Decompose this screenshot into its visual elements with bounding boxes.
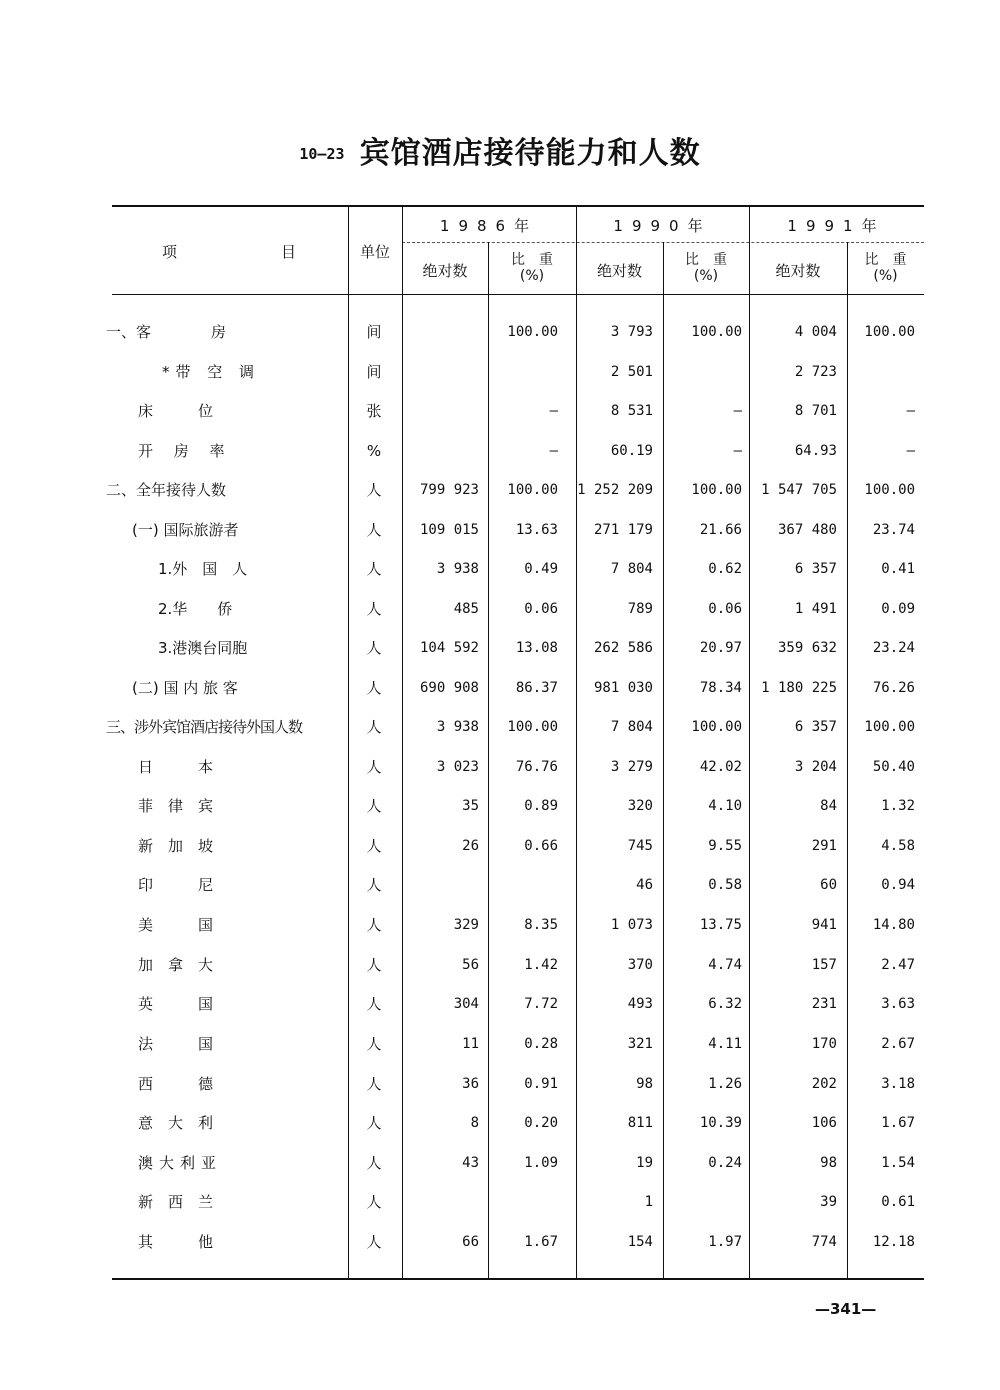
row-label: 法 国	[138, 1035, 214, 1053]
table-row	[112, 590, 924, 629]
cell-1990-share: 0.06	[708, 601, 742, 617]
cell-1991-abs: 941	[811, 917, 837, 933]
cell-1986-abs: 3 023	[436, 759, 479, 775]
cell-1986-share: 13.08	[515, 640, 558, 656]
table-row	[112, 392, 924, 431]
cell-1990-abs: 789	[627, 601, 653, 617]
row-label: 2.华 侨	[158, 600, 233, 618]
cell-1986-share: 0.20	[524, 1115, 558, 1131]
cell-1990-share: —	[733, 403, 742, 419]
row-unit: 人	[366, 1114, 382, 1132]
cell-1991-share: —	[906, 443, 915, 459]
cell-1990-share: 4.74	[708, 957, 742, 973]
table-row	[106, 313, 924, 352]
cell-1990-share: 20.97	[699, 640, 742, 656]
cell-1991-abs: 359 632	[777, 640, 837, 656]
table-bottom-rule	[112, 1278, 924, 1280]
cell-1990-abs: 1 073	[610, 917, 653, 933]
cell-1991-share: 1.32	[881, 798, 915, 814]
header-share-label: 比 重	[864, 252, 907, 268]
header-share	[847, 252, 924, 284]
header-abs: 绝对数	[775, 262, 821, 280]
cell-1990-share: 100.00	[691, 719, 742, 735]
row-label: (一) 国际旅游者	[132, 521, 239, 539]
cell-1986-share: 8.35	[524, 917, 558, 933]
table-row	[112, 511, 924, 550]
table-row	[112, 1144, 924, 1183]
cell-1990-abs: 981 030	[593, 680, 653, 696]
cell-1990-share: 4.11	[708, 1036, 742, 1052]
cell-1990-abs: 154	[627, 1234, 653, 1250]
cell-1986-share: 76.76	[515, 759, 558, 775]
cell-1990-share	[663, 353, 742, 392]
table-row	[112, 985, 924, 1024]
cell-1986-share: —	[549, 403, 558, 419]
cell-1990-share: 0.24	[708, 1155, 742, 1171]
cell-1990-abs: 19	[636, 1155, 653, 1171]
cell-1986-share: 0.66	[524, 838, 558, 854]
cell-1991-abs: 157	[811, 957, 837, 973]
cell-1991-share: 0.61	[881, 1194, 915, 1210]
cell-1991-abs: 291	[811, 838, 837, 854]
row-label: 二、全年接待人数	[106, 481, 227, 499]
header-share-unit: (%)	[519, 268, 545, 284]
header-abs: 绝对数	[422, 262, 468, 280]
cell-1991-abs: 2 723	[794, 364, 837, 380]
header-unit: 单位	[359, 243, 390, 261]
table-row	[112, 787, 924, 826]
cell-1991-abs: 1 180 225	[761, 680, 837, 696]
row-unit: 间	[366, 363, 382, 381]
table-row	[112, 432, 924, 471]
row-label: 菲 律 宾	[138, 797, 214, 815]
cell-1986-abs	[402, 432, 479, 471]
cell-1990-share: 21.66	[699, 522, 742, 538]
row-unit: 人	[366, 1075, 382, 1093]
cell-1986-abs: 43	[462, 1155, 479, 1171]
cell-1990-abs: 8 531	[610, 403, 653, 419]
cell-1990-abs: 262 586	[593, 640, 653, 656]
header-item: 项 目	[161, 243, 298, 261]
cell-1990-share: 0.58	[708, 877, 742, 893]
row-unit: 人	[366, 876, 382, 894]
row-label: (二) 国 内 旅 客	[132, 679, 238, 697]
cell-1990-share: 100.00	[691, 482, 742, 498]
cell-1991-abs: 8 701	[794, 403, 837, 419]
row-unit: 人	[366, 718, 382, 736]
cell-1991-share: 4.58	[881, 838, 915, 854]
row-label: 床 位	[138, 402, 214, 420]
cell-1986-share: 1.67	[524, 1234, 558, 1250]
cell-1986-abs: 56	[462, 957, 479, 973]
cell-1986-share	[488, 1183, 558, 1222]
row-unit: %	[366, 442, 382, 460]
table-row	[112, 1025, 924, 1064]
row-label: 一、客 房	[106, 323, 227, 341]
cell-1991-share: 0.09	[881, 601, 915, 617]
cell-1991-share: 23.24	[872, 640, 915, 656]
row-label: 意 大 利	[138, 1114, 214, 1132]
cell-1986-share: —	[549, 443, 558, 459]
cell-1986-share: 0.06	[524, 601, 558, 617]
cell-1986-share: 100.00	[507, 324, 558, 340]
cell-1991-abs: 170	[811, 1036, 837, 1052]
header-bottom-rule	[112, 294, 924, 295]
cell-1991-abs: 1 491	[794, 601, 837, 617]
cell-1990-share: 0.62	[708, 561, 742, 577]
page-number: —341—	[815, 1300, 877, 1318]
cell-1986-share: 86.37	[515, 680, 558, 696]
cell-1986-abs: 799 923	[419, 482, 479, 498]
row-label: 澳大利亚	[138, 1154, 223, 1172]
cell-1986-abs	[402, 866, 479, 905]
cell-1991-abs: 231	[811, 996, 837, 1012]
cell-1986-abs: 11	[462, 1036, 479, 1052]
header-share-unit: (%)	[693, 268, 719, 284]
row-label: 印 尼	[138, 876, 214, 894]
cell-1986-abs	[402, 353, 479, 392]
header-year-1991: 1991年	[787, 217, 886, 235]
table-row	[112, 1065, 924, 1104]
cell-1991-share: 2.47	[881, 957, 915, 973]
cell-1991-abs: 3 204	[794, 759, 837, 775]
cell-1990-share: —	[733, 443, 742, 459]
cell-1990-abs: 321	[627, 1036, 653, 1052]
table-row	[112, 866, 924, 905]
row-unit: 人	[366, 1193, 382, 1211]
cell-1986-abs: 8	[470, 1115, 479, 1131]
row-unit: 间	[366, 323, 382, 341]
table-row	[112, 827, 924, 866]
cell-1991-share: 14.80	[872, 917, 915, 933]
row-unit: 人	[366, 1035, 382, 1053]
row-label: 3.港澳台同胞	[158, 639, 248, 657]
row-unit: 人	[366, 679, 382, 697]
cell-1986-share	[488, 866, 558, 905]
cell-1986-share: 0.49	[524, 561, 558, 577]
table-row	[112, 946, 924, 985]
cell-1986-share: 0.89	[524, 798, 558, 814]
cell-1991-share: 1.54	[881, 1155, 915, 1171]
cell-1990-share: 13.75	[699, 917, 742, 933]
row-label: 新 加 坡	[138, 837, 214, 855]
cell-1986-share: 100.00	[507, 719, 558, 735]
cell-1986-abs: 66	[462, 1234, 479, 1250]
cell-1990-abs: 3 793	[610, 324, 653, 340]
table-top-rule	[112, 205, 924, 207]
cell-1991-share: 100.00	[864, 482, 915, 498]
table-row	[112, 748, 924, 787]
cell-1990-share: 9.55	[708, 838, 742, 854]
cell-1991-share	[847, 353, 915, 392]
header-year-1986: 1986年	[439, 217, 539, 235]
table-row	[112, 1223, 924, 1262]
cell-1986-abs: 109 015	[419, 522, 479, 538]
cell-1991-abs: 84	[820, 798, 837, 814]
table-row	[112, 1183, 924, 1222]
cell-1986-abs	[402, 392, 479, 431]
cell-1991-share: 100.00	[864, 719, 915, 735]
cell-1991-abs: 106	[811, 1115, 837, 1131]
cell-1991-share: 50.40	[872, 759, 915, 775]
cell-1990-abs: 320	[627, 798, 653, 814]
cell-1991-share: 3.18	[881, 1076, 915, 1092]
data-table	[106, 205, 924, 1280]
cell-1990-abs: 46	[636, 877, 653, 893]
row-unit: 人	[366, 600, 382, 618]
table-row	[112, 1104, 924, 1143]
row-unit: 人	[366, 995, 382, 1013]
cell-1991-share: 3.63	[881, 996, 915, 1012]
cell-1986-abs	[402, 1183, 479, 1222]
row-label: 加 拿 大	[138, 956, 214, 974]
row-label: 西 德	[138, 1075, 214, 1093]
cell-1986-abs: 36	[462, 1076, 479, 1092]
cell-1986-abs: 26	[462, 838, 479, 854]
cell-1986-share: 0.28	[524, 1036, 558, 1052]
cell-1991-share: —	[906, 403, 915, 419]
row-unit: 人	[366, 481, 382, 499]
cell-1986-abs	[402, 313, 479, 352]
cell-1990-abs: 745	[627, 838, 653, 854]
cell-1990-share	[663, 1183, 742, 1222]
row-unit: 人	[366, 521, 382, 539]
cell-1990-share: 78.34	[699, 680, 742, 696]
header-share-unit: (%)	[873, 268, 898, 284]
cell-1991-share: 0.94	[881, 877, 915, 893]
cell-1986-share	[488, 353, 558, 392]
row-label: 三、涉外宾馆酒店接待外国人数	[106, 718, 303, 736]
row-unit: 人	[366, 1154, 382, 1172]
cell-1991-abs: 6 357	[794, 719, 837, 735]
cell-1986-share: 1.09	[524, 1155, 558, 1171]
row-label: 日 本	[138, 758, 214, 776]
row-unit: 人	[366, 560, 382, 578]
table-row	[106, 708, 924, 747]
header-share	[488, 252, 576, 284]
cell-1986-share: 13.63	[515, 522, 558, 538]
cell-1990-share: 6.32	[708, 996, 742, 1012]
cell-1986-abs: 485	[453, 601, 479, 617]
cell-1991-abs: 202	[811, 1076, 837, 1092]
cell-1990-share: 10.39	[699, 1115, 742, 1131]
cell-1986-abs: 104 592	[419, 640, 479, 656]
row-label: 开 房 率	[138, 442, 233, 460]
cell-1990-share: 42.02	[699, 759, 742, 775]
cell-1986-abs: 329	[453, 917, 479, 933]
cell-1991-abs: 60	[820, 877, 837, 893]
cell-1990-abs: 370	[627, 957, 653, 973]
table-row	[112, 669, 924, 708]
cell-1991-share: 0.41	[881, 561, 915, 577]
cell-1986-share: 1.42	[524, 957, 558, 973]
cell-1990-abs: 811	[627, 1115, 653, 1131]
row-label: *带 空 调	[162, 363, 261, 381]
cell-1991-share: 2.67	[881, 1036, 915, 1052]
cell-1986-share: 0.91	[524, 1076, 558, 1092]
row-unit: 人	[366, 1233, 382, 1251]
cell-1990-abs: 493	[627, 996, 653, 1012]
cell-1991-abs: 98	[820, 1155, 837, 1171]
cell-1991-abs: 39	[820, 1194, 837, 1210]
row-unit: 人	[366, 837, 382, 855]
table-number: 10—23	[299, 145, 345, 163]
cell-1991-share: 100.00	[864, 324, 915, 340]
table-row	[112, 550, 924, 589]
cell-1986-abs: 3 938	[436, 561, 479, 577]
header-year-1990: 1990年	[613, 217, 712, 235]
cell-1990-abs: 98	[636, 1076, 653, 1092]
table-row	[112, 353, 924, 392]
cell-1991-abs: 64.93	[794, 443, 837, 459]
table-title: 宾馆酒店接待能力和人数	[359, 136, 701, 171]
cell-1991-share: 1.67	[881, 1115, 915, 1131]
row-unit: 张	[366, 402, 382, 420]
cell-1990-share: 1.26	[708, 1076, 742, 1092]
cell-1986-abs: 35	[462, 798, 479, 814]
cell-1986-share: 7.72	[524, 996, 558, 1012]
cell-1990-share: 100.00	[691, 324, 742, 340]
cell-1986-abs: 690 908	[419, 680, 479, 696]
header-share-label: 比 重	[511, 252, 553, 268]
cell-1991-abs: 6 357	[794, 561, 837, 577]
cell-1990-abs: 1	[644, 1194, 653, 1210]
cell-1986-share: 100.00	[507, 482, 558, 498]
cell-1991-abs: 774	[811, 1234, 837, 1250]
cell-1991-abs: 367 480	[777, 522, 837, 538]
table-row	[112, 906, 924, 945]
cell-1990-abs: 3 279	[610, 759, 653, 775]
row-label: 新 西 兰	[138, 1193, 214, 1211]
header-share	[663, 252, 749, 284]
cell-1990-share: 4.10	[708, 798, 742, 814]
row-unit: 人	[366, 956, 382, 974]
cell-1990-share: 1.97	[708, 1234, 742, 1250]
cell-1990-abs: 1 252 209	[577, 482, 653, 498]
row-unit: 人	[366, 797, 382, 815]
row-unit: 人	[366, 639, 382, 657]
row-label: 1.外 国 人	[158, 560, 248, 578]
cell-1990-abs: 7 804	[610, 719, 653, 735]
cell-1986-abs: 3 938	[436, 719, 479, 735]
cell-1990-abs: 7 804	[610, 561, 653, 577]
header-abs: 绝对数	[596, 262, 642, 280]
row-label: 英 国	[138, 995, 214, 1013]
cell-1991-share: 23.74	[872, 522, 915, 538]
cell-1991-abs: 1 547 705	[761, 482, 837, 498]
table-row	[112, 629, 924, 668]
row-unit: 人	[366, 916, 382, 934]
row-unit: 人	[366, 758, 382, 776]
row-label: 其 他	[138, 1233, 214, 1251]
cell-1991-share: 76.26	[872, 680, 915, 696]
page-title	[0, 128, 1000, 172]
header-share-label: 比 重	[685, 252, 727, 268]
table-row	[106, 471, 924, 510]
cell-1991-share: 12.18	[872, 1234, 915, 1250]
cell-1990-abs: 271 179	[593, 522, 653, 538]
cell-1986-abs: 304	[453, 996, 479, 1012]
cell-1990-abs: 2 501	[610, 364, 653, 380]
cell-1991-abs: 4 004	[794, 324, 837, 340]
row-label: 美 国	[138, 916, 214, 934]
cell-1990-abs: 60.19	[610, 443, 653, 459]
